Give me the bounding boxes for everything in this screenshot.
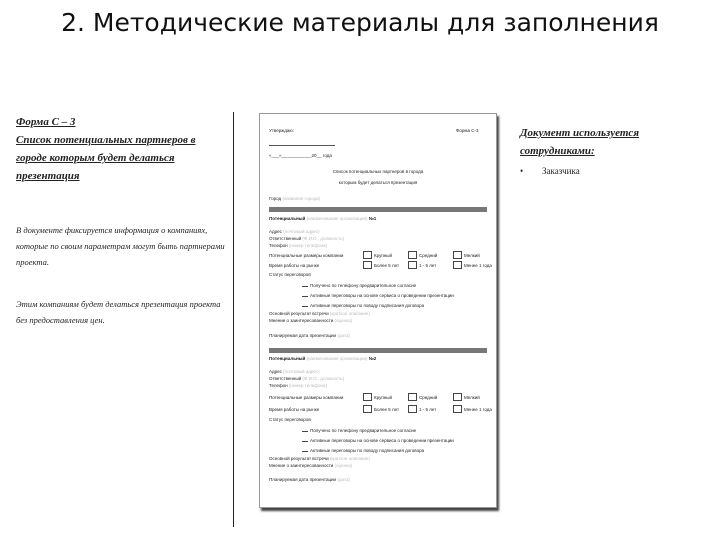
address-label: Адрес [269,229,282,234]
signature-line [269,145,335,146]
partner1-number: №1 [368,216,377,221]
approved-label: Утверждаю: [269,128,295,133]
phone-label: Телефон [269,243,288,248]
bullet-icon: • [520,166,524,176]
status-option: Получено по телефону предварительное согласие [310,283,417,288]
description-paragraph-2: Этим компаниям будет делаться презентация проекта без предоставления цен. [16,299,221,325]
address-hint: (почтовый адрес) [283,229,320,234]
size-option: Средний [419,395,438,400]
status-option: Активные переговоры по поводу подписания договора [310,303,425,308]
form-name: Форма С – 3 [16,116,76,128]
contact-label: Ответственный [269,236,302,241]
city-label: Город [269,196,282,201]
presentation-date-label: Планируемая дата презентации [269,333,337,338]
checkbox[interactable] [408,405,417,413]
address-label: Адрес [269,369,282,374]
checkbox[interactable] [408,251,417,259]
partner1-hint: (наименование организации) [306,216,368,221]
section-bar-2 [269,348,487,353]
interest-label: Мнение о заинтересованности [269,463,334,468]
checkbox[interactable] [363,393,372,401]
checkbox[interactable] [453,251,462,259]
checkbox[interactable] [363,261,372,269]
partner2-hint: (наименование организации) [306,356,368,361]
slide-title: 2. Методические материалы для заполнения [61,8,659,37]
experience-label: Время работы на рынке [269,407,320,412]
contact-hint: (Ф.И.О., должность) [302,376,345,381]
result-hint: (краткое описание) [329,456,370,461]
experience-option: 1 - 5 лет [419,263,437,268]
experience-option: Менее 1 года [464,263,492,268]
size-option: Мелкий [464,253,480,258]
address-hint: (почтовый адрес) [283,369,320,374]
status-option: Активные переговоры на основе сервиса о проведении презентации [310,293,454,298]
experience-option: Более 5 лет [374,407,400,412]
status-label: Статус переговоров [269,417,311,422]
divider-line [233,112,234,527]
presentation-date-hint: (дата) [337,333,350,338]
size-label: Потенциальные размеры компании [269,395,344,400]
size-label: Потенциальные размеры компании [269,253,344,258]
phone-hint: (номер телефона) [288,383,327,388]
result-hint: (краткое описание) [329,311,370,316]
checkbox[interactable] [453,393,462,401]
section-bar-1 [269,207,487,212]
interest-hint: (оценка) [334,318,353,323]
form-code: Форма С-3 [456,128,479,133]
form-heading [16,113,226,185]
contact-hint: (Ф.И.О., должность) [302,236,345,241]
partner2-label: Потенциальный [269,356,306,361]
city-hint: (название города) [282,196,321,201]
checkbox[interactable] [453,405,462,413]
result-label: Основной результат встречи [269,311,329,316]
users-heading: Документ используется сотрудниками: [520,127,639,157]
checkbox[interactable] [408,393,417,401]
size-option: Мелкий [464,395,480,400]
experience-option: Более 5 лет [374,263,400,268]
document-subtitle: которым будет делаться презентация [338,180,418,185]
phone-hint: (номер телефона) [288,243,327,248]
partner1-label: Потенциальный [269,216,306,221]
experience-label: Время работы на рынке [269,263,320,268]
checkbox[interactable] [363,251,372,259]
form-document-preview [259,113,497,508]
description-paragraph-1: В документе фиксируется информация о компаниях, которые по своим параметрам могут быть партнерами проекта. [16,225,225,267]
status-label: Статус переговоров [269,272,311,277]
checkbox[interactable] [453,261,462,269]
size-option: Крупный [374,395,392,400]
status-option: Активные переговоры по поводу подписания договора [310,448,425,453]
presentation-date-hint: (дата) [337,477,350,482]
checkbox[interactable] [408,261,417,269]
experience-option: Менее 1 года [464,407,492,412]
result-label: Основной результат встречи [269,456,329,461]
presentation-date-label: Планируемая дата презентации [269,477,337,482]
users-list-item-label: Заказчика [542,166,580,176]
status-option: Получено по телефону предварительное согласие [310,428,417,433]
checkbox[interactable] [363,405,372,413]
phone-label: Телефон [269,383,288,388]
contact-label: Ответственный [269,376,302,381]
form-description: Список потенциальных партнеров в городе которым будет делаться презентация [16,134,196,182]
size-option: Средний [419,253,438,258]
status-option: Активные переговоры на основе сервиса о проведении презентации [310,438,454,443]
users-list-item [520,166,580,176]
interest-label: Мнение о заинтересованности [269,318,334,323]
size-option: Крупный [374,253,392,258]
partner2-number: №2 [368,356,377,361]
document-title: Список потенциальных партнеров в города [332,169,424,174]
date-line: «___»____________20__ года [269,153,332,158]
interest-hint: (оценка) [334,463,353,468]
experience-option: 1 - 5 лет [419,407,437,412]
